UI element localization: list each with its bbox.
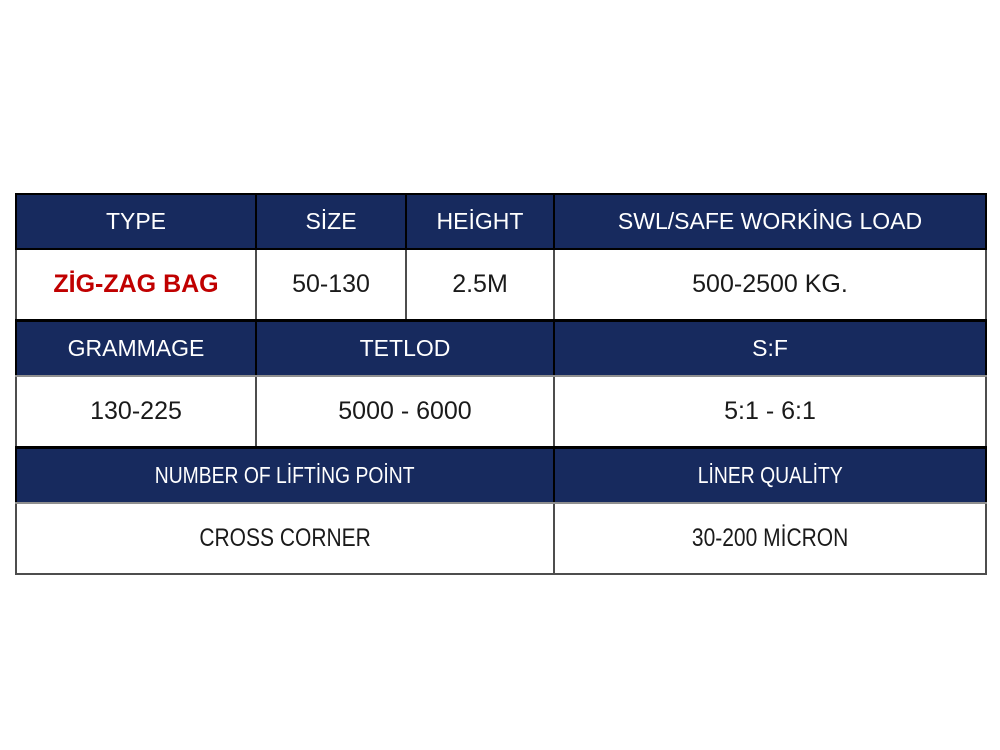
value-grammage-cell: 130-225 bbox=[16, 376, 256, 448]
data-row-type bbox=[16, 249, 986, 321]
header-height-cell: HEİGHT bbox=[406, 194, 554, 249]
header-lifting-point-label: NUMBER OF LİFTİNG POİNT bbox=[155, 462, 415, 488]
header-grammage-cell: GRAMMAGE bbox=[16, 321, 256, 377]
value-tetlod-cell: 5000 - 6000 bbox=[256, 376, 554, 448]
data-row-grammage bbox=[16, 376, 986, 448]
value-height-cell: 2.5M bbox=[406, 249, 554, 321]
value-liner-quality-label: 30-200 MİCRON bbox=[691, 524, 849, 552]
header-lifting-point-cell bbox=[16, 448, 554, 504]
header-swl-cell: SWL/SAFE WORKİNG LOAD bbox=[554, 194, 986, 249]
header-size-cell: SİZE bbox=[256, 194, 406, 249]
value-sf-cell: 5:1 - 6:1 bbox=[554, 376, 986, 448]
header-row-lifting bbox=[16, 448, 986, 504]
value-liner-quality-cell bbox=[554, 503, 986, 574]
product-spec-table bbox=[15, 193, 987, 575]
header-liner-quality-cell bbox=[554, 448, 986, 504]
header-row-type bbox=[16, 194, 986, 249]
value-size-cell: 50-130 bbox=[256, 249, 406, 321]
header-row-grammage bbox=[16, 321, 986, 377]
header-tetlod-cell: TETLOD bbox=[256, 321, 554, 377]
value-lifting-point-cell bbox=[16, 503, 554, 574]
value-type-cell bbox=[16, 249, 256, 321]
header-liner-quality-label: LİNER QUALİTY bbox=[697, 462, 843, 488]
product-name: ZİG-ZAG BAG bbox=[53, 270, 219, 298]
header-sf-cell: S:F bbox=[554, 321, 986, 377]
value-swl-cell: 500-2500 KG. bbox=[554, 249, 986, 321]
value-lifting-point-label: CROSS CORNER bbox=[199, 524, 371, 552]
header-type-cell: TYPE bbox=[16, 194, 256, 249]
data-row-lifting bbox=[16, 503, 986, 574]
